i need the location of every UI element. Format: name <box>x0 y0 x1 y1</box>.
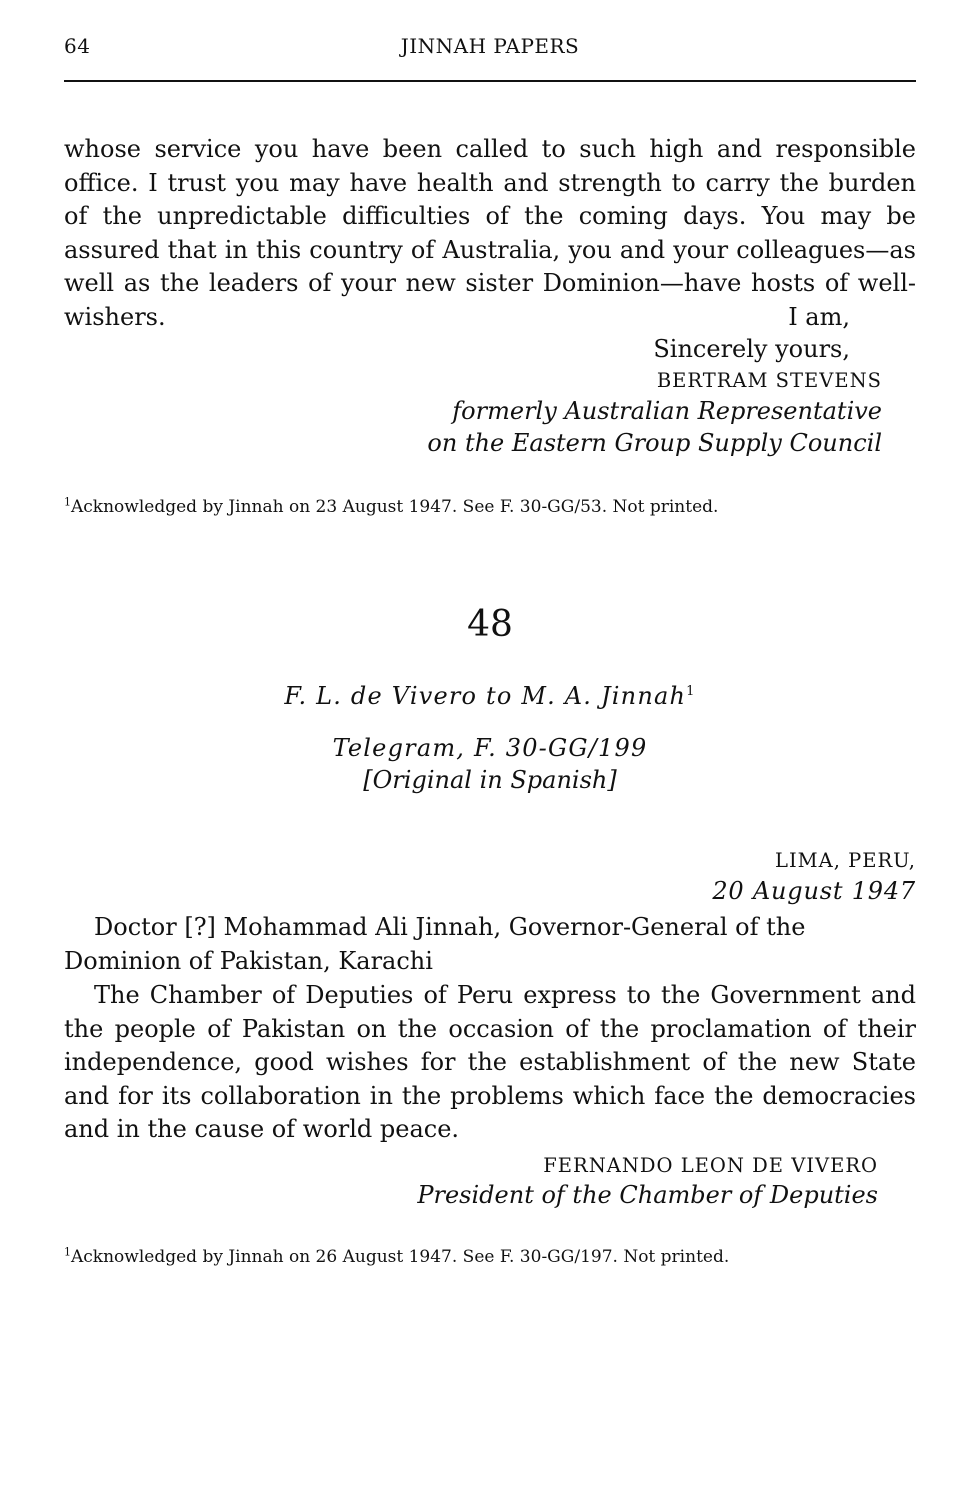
telegram-signatory-title: President of the Chamber of Deputies <box>417 1181 878 1209</box>
footnote-mark: 1 <box>64 1245 71 1259</box>
telegram-address: Doctor [?] Mohammad Ali Jinnah, Governor-General of the Dominion of Pakistan, Karachi <box>64 913 806 975</box>
document-title-footnote-mark: 1 <box>686 684 696 699</box>
document-reference: Telegram, F. 30-GG/199 <box>332 734 648 762</box>
running-title: JINNAH PAPERS <box>400 34 580 58</box>
footnote-mark: 1 <box>64 495 71 509</box>
header-rule <box>64 80 916 82</box>
letter-47-signatory: BERTRAM STEVENS <box>656 369 882 392</box>
page-number: 64 <box>64 34 91 58</box>
letter-47-signatory-title-2: on the Eastern Group Supply Council <box>427 429 882 457</box>
letter-47-signatory-title-1: formerly Australian Representative <box>452 397 882 425</box>
letter-47-footnote <box>64 496 916 518</box>
telegram-body: The Chamber of Deputies of Peru express to the Government and the people of Pakistan on the occasion of the proclamation of their independence, good wishes for the establishment of the new State and for its collaboration in the problems which face the democracies and in the cause of world peace. <box>64 981 916 1143</box>
footnote-text: Acknowledged by Jinnah on 23 August 1947. See F. 30-GG/53. Not printed. <box>71 497 719 517</box>
document-title-text: F. L. de Vivero to M. A. Jinnah <box>284 682 687 710</box>
document-48-footnote <box>64 1246 916 1268</box>
book-page <box>64 0 916 1496</box>
letter-47-closing-2: Sincerely yours, <box>653 335 850 363</box>
dateline-date: 20 August 1947 <box>712 877 916 905</box>
document-title <box>64 682 916 710</box>
original-language-note: [Original in Spanish] <box>363 766 617 794</box>
footnote-text: Acknowledged by Jinnah on 26 August 1947. See F. 30-GG/197. Not printed. <box>71 1247 730 1267</box>
running-head <box>64 34 916 62</box>
telegram-signatory: FERNANDO LEON DE VIVERO <box>543 1154 878 1177</box>
dateline-place: LIMA, PERU, <box>775 849 916 872</box>
letter-47-closing-1: I am, <box>788 303 850 331</box>
letter-47-body: whose service you have been called to such high and responsible office. I trust you may have health and strength to carry the burden of the unpredictable difficulties of the coming days. You may be assured that in this country of Australia, you and your colleagues—as well as the leaders of your new sister Dominion—have hosts of well-wishers. <box>64 135 916 331</box>
document-number: 48 <box>467 604 513 645</box>
